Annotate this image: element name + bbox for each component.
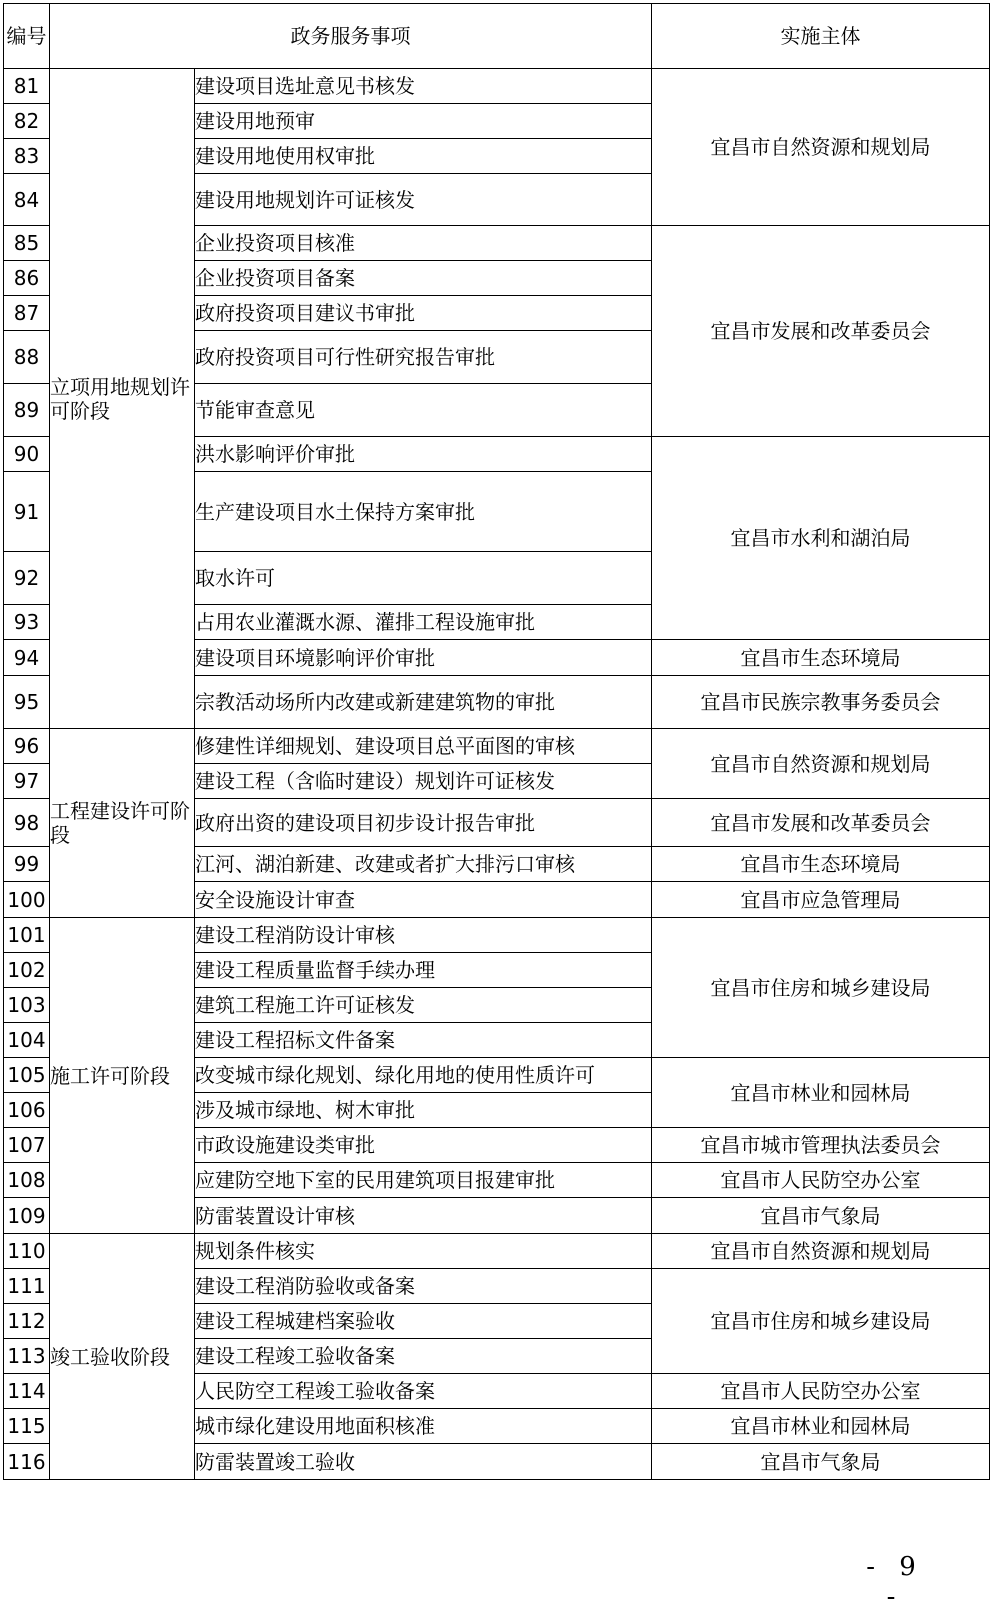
table-header-row (4, 4, 990, 69)
service-item: 政府投资项目可行性研究报告审批 (195, 331, 652, 384)
service-item: 建设工程城建档案验收 (195, 1304, 652, 1339)
department-cell: 宜昌市生态环境局 (652, 847, 990, 882)
department-cell: 宜昌市气象局 (652, 1198, 990, 1234)
row-number: 112 (4, 1304, 50, 1339)
department-cell: 宜昌市生态环境局 (652, 640, 990, 676)
row-number: 100 (4, 882, 50, 918)
service-item: 政府出资的建设项目初步设计报告审批 (195, 799, 652, 847)
service-item: 建设工程竣工验收备案 (195, 1339, 652, 1374)
row-number: 116 (4, 1444, 50, 1480)
row-number: 106 (4, 1093, 50, 1128)
row-number: 104 (4, 1023, 50, 1058)
department-cell: 宜昌市应急管理局 (652, 882, 990, 918)
department-cell: 宜昌市自然资源和规划局 (652, 1234, 990, 1269)
service-item: 江河、湖泊新建、改建或者扩大排污口审核 (195, 847, 652, 882)
table-row (4, 918, 990, 953)
row-number: 115 (4, 1409, 50, 1444)
row-number: 102 (4, 953, 50, 988)
department-cell: 宜昌市自然资源和规划局 (652, 729, 990, 799)
service-item: 建设用地预审 (195, 104, 652, 139)
service-item: 政府投资项目建议书审批 (195, 296, 652, 331)
row-number: 83 (4, 139, 50, 174)
service-item: 防雷装置竣工验收 (195, 1444, 652, 1480)
row-number: 107 (4, 1128, 50, 1163)
service-item: 宗教活动场所内改建或新建建筑物的审批 (195, 676, 652, 729)
header-number: 编号 (4, 4, 50, 69)
service-item: 城市绿化建设用地面积核准 (195, 1409, 652, 1444)
page-number: - 9 - (866, 1552, 924, 1612)
row-number: 99 (4, 847, 50, 882)
department-cell: 宜昌市水利和湖泊局 (652, 437, 990, 640)
service-item: 建设用地使用权审批 (195, 139, 652, 174)
row-number: 84 (4, 174, 50, 226)
row-number: 93 (4, 605, 50, 640)
service-item: 企业投资项目核准 (195, 226, 652, 261)
row-number: 86 (4, 261, 50, 296)
service-table (3, 3, 990, 1480)
row-number: 101 (4, 918, 50, 953)
row-number: 114 (4, 1374, 50, 1409)
table-row (4, 69, 990, 104)
department-cell: 宜昌市住房和城乡建设局 (652, 1269, 990, 1374)
header-department: 实施主体 (652, 4, 990, 69)
row-number: 113 (4, 1339, 50, 1374)
stage-cell: 工程建设许可阶段 (50, 729, 195, 918)
row-number: 103 (4, 988, 50, 1023)
service-item: 应建防空地下室的民用建筑项目报建审批 (195, 1163, 652, 1198)
row-number: 89 (4, 384, 50, 437)
department-cell: 宜昌市住房和城乡建设局 (652, 918, 990, 1058)
service-item: 生产建设项目水土保持方案审批 (195, 472, 652, 552)
row-number: 82 (4, 104, 50, 139)
service-item: 建设用地规划许可证核发 (195, 174, 652, 226)
header-service-item: 政务服务事项 (50, 4, 652, 69)
row-number: 91 (4, 472, 50, 552)
row-number: 98 (4, 799, 50, 847)
department-cell: 宜昌市自然资源和规划局 (652, 69, 990, 226)
service-item: 建设工程质量监督手续办理 (195, 953, 652, 988)
department-cell: 宜昌市人民防空办公室 (652, 1163, 990, 1198)
service-item: 建设工程（含临时建设）规划许可证核发 (195, 764, 652, 799)
row-number: 90 (4, 437, 50, 472)
department-cell: 宜昌市民族宗教事务委员会 (652, 676, 990, 729)
service-item: 建设工程消防验收或备案 (195, 1269, 652, 1304)
row-number: 95 (4, 676, 50, 729)
department-cell: 宜昌市林业和园林局 (652, 1409, 990, 1444)
table-row (4, 729, 990, 764)
service-item: 涉及城市绿地、树木审批 (195, 1093, 652, 1128)
service-item: 建设项目选址意见书核发 (195, 69, 652, 104)
service-item: 建筑工程施工许可证核发 (195, 988, 652, 1023)
stage-cell: 施工许可阶段 (50, 918, 195, 1234)
service-item: 市政设施建设类审批 (195, 1128, 652, 1163)
row-number: 105 (4, 1058, 50, 1093)
service-item: 占用农业灌溉水源、灌排工程设施审批 (195, 605, 652, 640)
row-number: 92 (4, 552, 50, 605)
service-item: 建设工程招标文件备案 (195, 1023, 652, 1058)
service-item: 修建性详细规划、建设项目总平面图的审核 (195, 729, 652, 764)
service-item: 节能审查意见 (195, 384, 652, 437)
stage-cell: 立项用地规划许可阶段 (50, 69, 195, 729)
service-item: 防雷装置设计审核 (195, 1198, 652, 1234)
service-item: 改变城市绿化规划、绿化用地的使用性质许可 (195, 1058, 652, 1093)
service-item: 建设项目环境影响评价审批 (195, 640, 652, 676)
department-cell: 宜昌市气象局 (652, 1444, 990, 1480)
department-cell: 宜昌市发展和改革委员会 (652, 226, 990, 437)
service-item: 洪水影响评价审批 (195, 437, 652, 472)
row-number: 96 (4, 729, 50, 764)
service-item: 安全设施设计审查 (195, 882, 652, 918)
table-row (4, 1234, 990, 1269)
service-item: 取水许可 (195, 552, 652, 605)
department-cell: 宜昌市林业和园林局 (652, 1058, 990, 1128)
row-number: 81 (4, 69, 50, 104)
row-number: 111 (4, 1269, 50, 1304)
department-cell: 宜昌市城市管理执法委员会 (652, 1128, 990, 1163)
row-number: 88 (4, 331, 50, 384)
row-number: 110 (4, 1234, 50, 1269)
department-cell: 宜昌市发展和改革委员会 (652, 799, 990, 847)
department-cell: 宜昌市人民防空办公室 (652, 1374, 990, 1409)
row-number: 85 (4, 226, 50, 261)
service-item: 企业投资项目备案 (195, 261, 652, 296)
row-number: 97 (4, 764, 50, 799)
service-item: 建设工程消防设计审核 (195, 918, 652, 953)
row-number: 109 (4, 1198, 50, 1234)
row-number: 108 (4, 1163, 50, 1198)
row-number: 94 (4, 640, 50, 676)
service-item: 人民防空工程竣工验收备案 (195, 1374, 652, 1409)
stage-cell: 竣工验收阶段 (50, 1234, 195, 1480)
service-item: 规划条件核实 (195, 1234, 652, 1269)
row-number: 87 (4, 296, 50, 331)
